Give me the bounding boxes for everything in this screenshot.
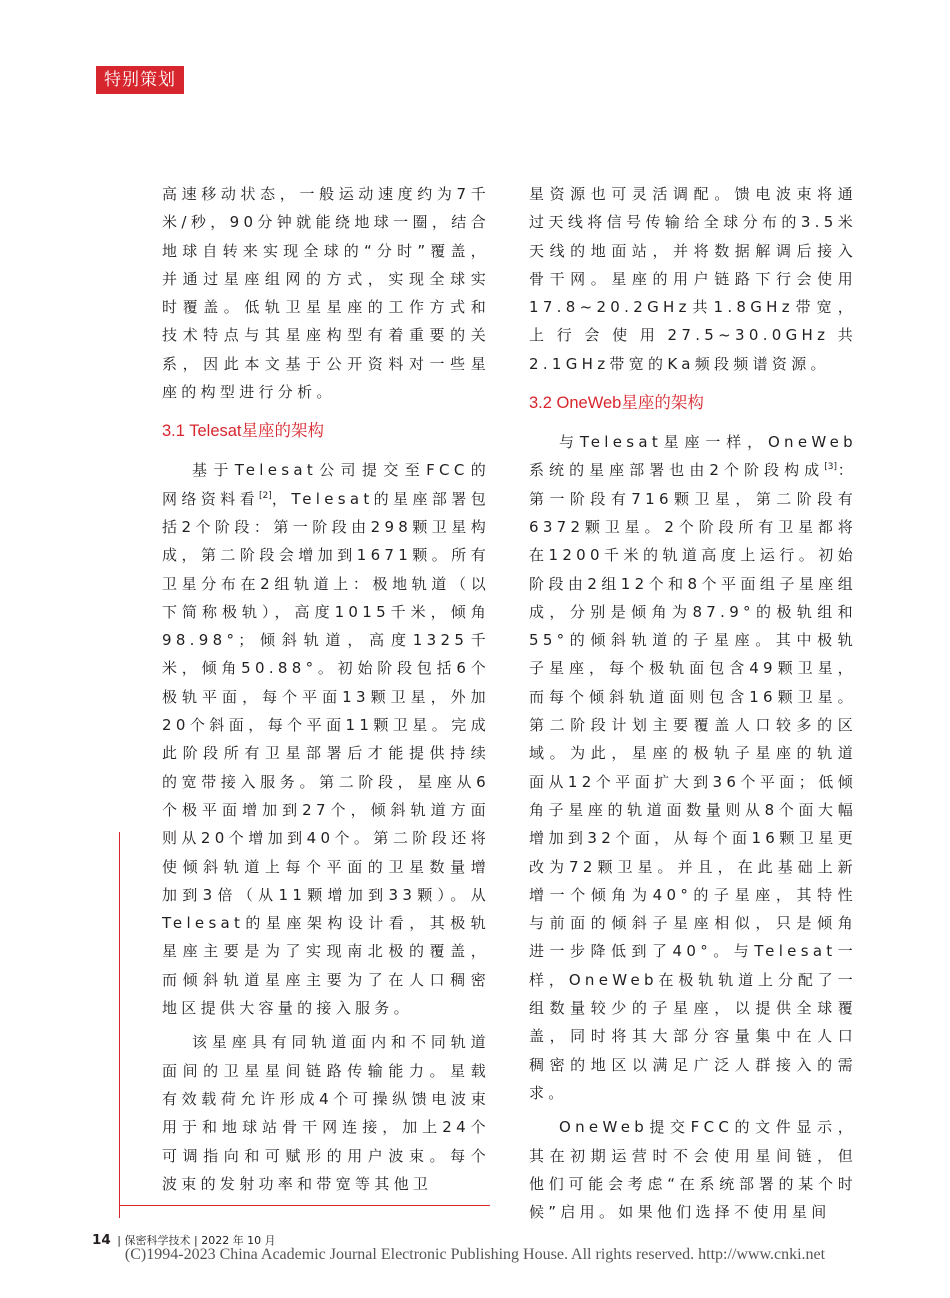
left-column: [162, 180, 490, 1204]
right-paragraph-2-text-a: 与Telesat星座一样，OneWeb系统的星座部署也由2个阶段构成: [529, 433, 857, 480]
right-paragraph-2: [529, 428, 857, 1107]
left-paragraph-2-text-a: 基于Telesat公司提交至FCC的网络资料看: [162, 461, 490, 508]
section-tag: 特别策划: [96, 66, 184, 94]
decorative-vertical-rule: [119, 832, 120, 1218]
left-paragraph-2: [162, 456, 490, 1022]
citation-ref-3: [3]: [824, 462, 837, 473]
right-paragraph-2-text-b: ：第一阶段有716颗卫星，第二阶段有6372颗卫星。2个阶段所有卫星都将在1200千米的轨道高度上运行。初始阶段由2组12个和8个平面组子星座组成，分别是倾角为87.9°的极轨组和55°的倾斜轨道的子星座。其中极轨子星座，每个极轨面包含49颗卫星，而每个倾斜轨道面则包含16颗卫星。第二阶段计划主要覆盖人口较多的区域。为此，星座的极轨子星座的轨道面从12个平面扩大到36个平面；低倾角子星座的轨道面数量则从8个面大幅增加到32个面，从每个面16颗卫星更改为72颗卫星。并且，在此基础上新增一个倾角为40°的子星座，其特性与前面的倾斜子星座相似，只是倾角进一步降低到了40°。与Telesat一样，OneWeb在极轨轨道上分配了一组数量较少的子星座，以提供全球覆盖，同时将其大部分容量集中在人口稠密的地区以满足广泛人群接入的需求。: [529, 461, 857, 1102]
journal-info: | 保密科学技术 | 2022 年 10 月: [117, 1234, 276, 1247]
section-heading-3-2: 3.2 OneWeb星座的架构: [529, 394, 704, 413]
left-paragraph-1: 高速移动状态，一般运动速度约为7千米/秒，90分钟就能绕地球一圈，结合地球自转来实现全球的“分时”覆盖，并通过星座组网的方式，实现全球实时覆盖。低轨卫星星座的工作方式和技术特点与其星座构型有着重要的关系，因此本文基于公开资料对一些星座的构型进行分析。: [162, 185, 490, 402]
left-paragraph-2-text-b: ，Telesat的星座部署包括2个阶段：第一阶段由298颗卫星构成，第二阶段会增加到1671颗。所有卫星分布在2组轨道上：极地轨道（以下简称极轨），高度1015千米，倾角98.98°；倾斜轨道，高度1325千米，倾角50.88°。初始阶段包括6个极轨平面，每个平面13颗卫星，外加20个斜面，每个平面11颗卫星。完成此阶段所有卫星部署后才能提供持续的宽带接入服务。第二阶段，星座从6个极平面增加到27个，倾斜轨道方面则从20个增加到40个。第二阶段还将使倾斜轨道上每个平面的卫星数量增加到3倍（从11颗增加到33颗）。从Telesat的星座架构设计看，其极轨星座主要是为了实现南北极的覆盖，而倾斜轨道星座主要为了在人口稠密地区提供大容量的接入服务。: [162, 489, 490, 1018]
citation-ref-2: [2]: [259, 490, 272, 501]
right-paragraph-3: OneWeb提交FCC的文件显示，其在初期运营时不会使用星间链，但他们可能会考虑“在系统部署的某个时候”启用。如果他们选择不使用星间: [529, 1118, 857, 1222]
left-paragraph-3: 该星座具有同轨道面内和不同轨道面间的卫星星间链路传输能力。星载有效载荷允许形成4个可操纵馈电波束用于和地球站骨干网连接，加上24个可调指向和可赋形的用户波束。每个波束的发射功率和带宽等其他卫: [162, 1033, 490, 1193]
copyright-notice: (C)1994-2023 China Academic Journal Electronic Publishing House. All rights reserved. http://www.cnki.net: [124, 1246, 826, 1263]
section-heading-3-1: 3.1 Telesat星座的架构: [162, 422, 325, 441]
decorative-horizontal-rule: [120, 1205, 490, 1206]
right-paragraph-1: 星资源也可灵活调配。馈电波束将通过天线将信号传输给全球分布的3.5米天线的地面站，并将数据解调后接入骨干网。星座的用户链路下行会使用17.8~20.2GHz共1.8GHz带宽，上行会使用27.5~30.0GHz共2.1GHz带宽的Ka频段频谱资源。: [529, 185, 857, 373]
page-number: 14: [92, 1232, 111, 1248]
right-column: [529, 180, 857, 1232]
